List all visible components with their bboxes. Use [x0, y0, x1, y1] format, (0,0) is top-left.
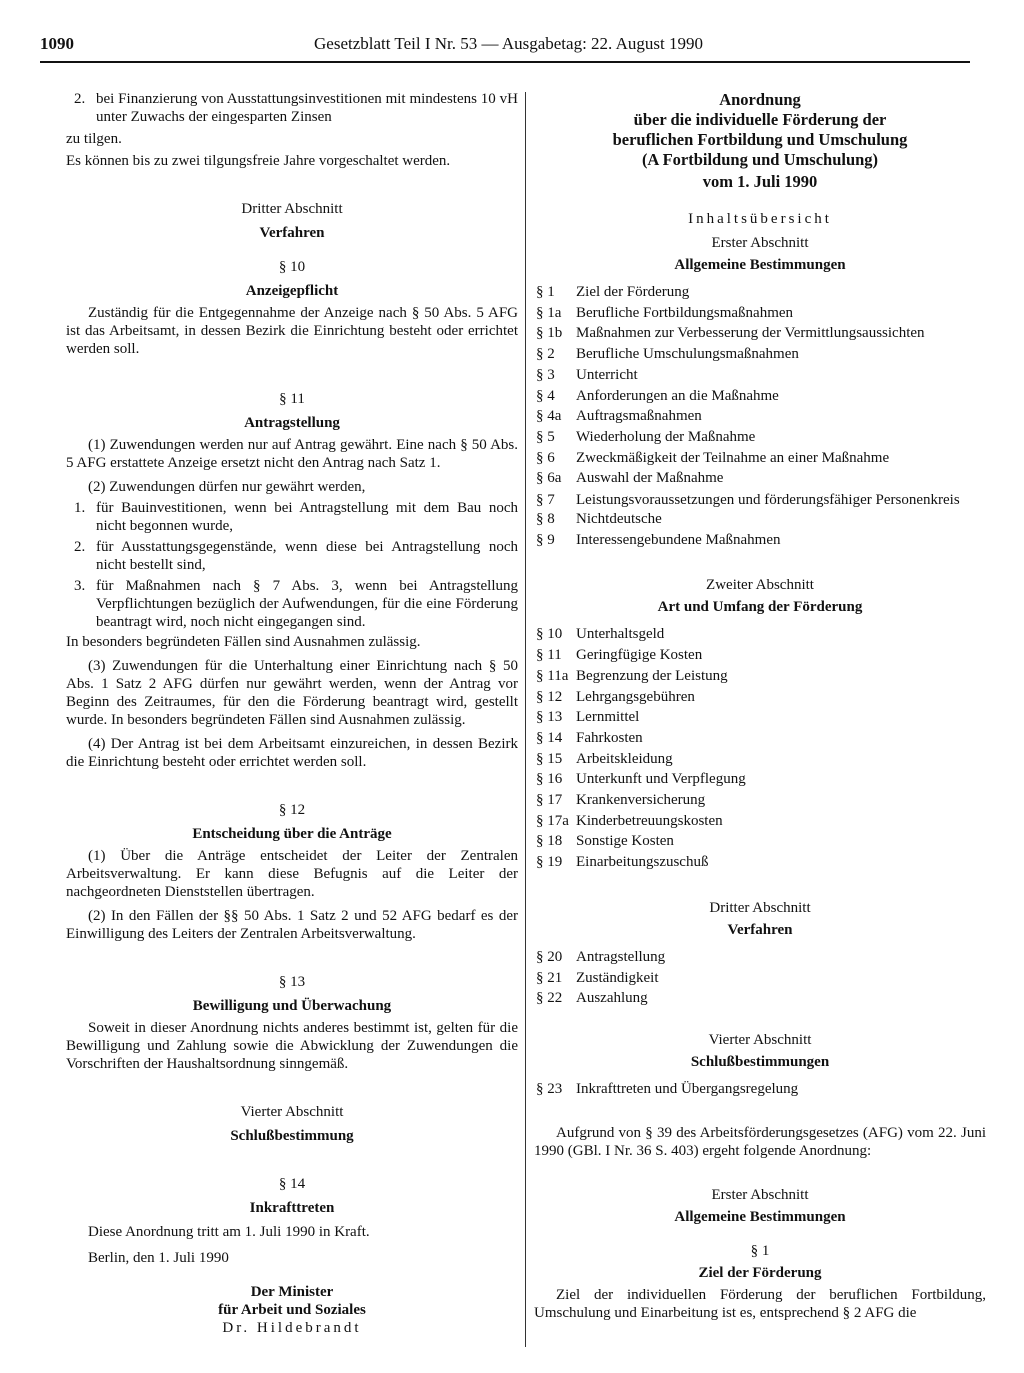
toc-row — [534, 645, 986, 666]
toc-sec: § 13 — [536, 709, 563, 726]
toc-row — [534, 790, 986, 811]
signer-title-1: Der Minister — [250, 1284, 334, 1300]
toc-sec2-label: Zweiter Abschnitt — [706, 577, 814, 594]
body-sec1-label: Erster Abschnitt — [711, 1186, 809, 1203]
toc-row — [534, 365, 986, 386]
p13-text: Soweit in dieser Anordnung nichts anderes bestimmt ist, gelten für die Bewilligung und Zahlung sowie die Abwicklung der Zuwendungen die Vorschriften der Haushaltsordnung sinngemäß. — [66, 1020, 518, 1072]
toc-sec: § 23 — [536, 1080, 563, 1097]
toc-sec: § 11a — [536, 667, 569, 684]
p13-number: § 13 — [278, 974, 306, 990]
right-column — [534, 90, 986, 1322]
toc-sec: § 17 — [536, 792, 563, 809]
toc-sec: § 15 — [536, 750, 563, 767]
p11-list-item — [66, 499, 518, 535]
place-date: Berlin, den 1. Juli 1990 — [88, 1250, 229, 1266]
toc-row — [534, 968, 986, 989]
p13-title: Bewilligung und Überwachung — [192, 998, 392, 1014]
body-sec1-title: Allgemeine Bestimmungen — [674, 1208, 846, 1225]
toc-row — [534, 323, 986, 344]
section3-label: Dritter Abschnitt — [241, 201, 343, 217]
signer-title-2: für Arbeit und Soziales — [218, 1302, 366, 1318]
toc-sec: § 2 — [536, 346, 555, 363]
toc-sec: § 18 — [536, 833, 563, 850]
toc-sec: § 22 — [536, 990, 563, 1007]
p11-abs4: (4) Der Antrag ist bei dem Arbeitsamt einzureichen, in dessen Bezirk die Einrichtung besteht oder errichtet werden soll. — [66, 736, 518, 770]
toc-title: Wiederholung der Maßnahme — [576, 428, 756, 445]
p11-abs2-intro: (2) Zuwendungen dürfen nur gewährt werden, — [88, 479, 366, 495]
toc-title: Einarbeitungszuschuß — [576, 854, 709, 871]
toc-sec: § 1 — [536, 284, 555, 300]
toc-sec: § 8 — [536, 511, 555, 528]
p11-list-item — [66, 538, 518, 574]
toc-sec: § 3 — [536, 366, 555, 383]
toc-sec: § 5 — [536, 428, 555, 445]
toc-row — [534, 468, 986, 489]
toc-sec: § 11 — [536, 647, 562, 664]
list-text: für Maßnahmen nach § 7 Abs. 3, wenn bei Antragstellung Verpflichtungen bezüglich der Aufwendungen, für die eine Förderung beantragt wird, noch nicht eingegangen sind. — [96, 578, 518, 630]
toc-title: Berufliche Fortbildungsmaßnahmen — [576, 304, 794, 321]
toc-title: Interessengebundene Maßnahmen — [576, 531, 781, 548]
section3-title: Verfahren — [259, 225, 325, 241]
p11-title: Antragstellung — [244, 415, 340, 431]
toc-title: Antragstellung — [576, 948, 666, 965]
p10-text: Zuständig für die Entgegennahme der Anzeige nach § 50 Abs. 5 AFG ist das Arbeitsamt, in dessen Bezirk die Einrichtung besteht oder errichtet werden soll. — [66, 305, 518, 357]
toc-sec: § 16 — [536, 771, 563, 788]
toc-row — [534, 749, 986, 770]
toc-title: Auszahlung — [576, 990, 648, 1007]
toc-title: Arbeitskleidung — [576, 750, 673, 767]
p1-number: § 1 — [750, 1242, 770, 1259]
section4-label: Vierter Abschnitt — [240, 1104, 344, 1120]
toc-row — [534, 303, 986, 324]
toc-title: Inkrafttreten und Übergangsregelung — [576, 1080, 799, 1097]
toc-title: Fahrkosten — [576, 729, 643, 746]
ordinance-title-2: über die individuelle Förderung der — [633, 110, 887, 129]
toc-title: Unterkunft und Verpflegung — [576, 771, 746, 788]
list-number: 3. — [74, 578, 86, 594]
intro-list-item — [66, 90, 518, 126]
toc-sec: § 9 — [536, 531, 555, 548]
toc-row — [534, 406, 986, 427]
toc-title: Anforderungen an die Maßnahme — [576, 387, 779, 404]
toc-title: Leistungsvoraussetzungen und förderungsfähiger Personenkreis — [576, 492, 960, 509]
list-text: für Ausstattungsgegenstände, wenn diese bei Antragstellung noch nicht bestellt sind, — [96, 539, 518, 573]
p12-number: § 12 — [278, 802, 306, 818]
toc-row — [534, 988, 986, 1009]
list-number: 1. — [74, 500, 86, 516]
toc-title: Berufliche Umschulungsmaßnahmen — [576, 346, 799, 363]
toc-row — [534, 811, 986, 832]
toc-row — [534, 947, 986, 968]
signer-name: Dr. Hildebrandt — [222, 1320, 362, 1336]
toc-sec: § 17a — [536, 812, 569, 829]
toc-row — [534, 687, 986, 708]
toc-sec2-title: Art und Umfang der Förderung — [657, 599, 863, 616]
toc-title: Geringfügige Kosten — [576, 647, 703, 664]
column-divider — [525, 92, 526, 1347]
toc-sec: § 21 — [536, 969, 563, 986]
p12-abs2: (2) In den Fällen der §§ 50 Abs. 1 Satz 2 und 52 AFG bedarf es der Einwilligung des Leiters der Zentralen Arbeitsverwaltung. — [66, 908, 518, 942]
ordinance-date: vom 1. Juli 1990 — [702, 172, 818, 191]
header-rule — [40, 61, 970, 63]
toc-sec: § 19 — [536, 854, 563, 871]
toc-row — [534, 448, 986, 469]
toc-title: Auftragsmaßnahmen — [576, 408, 702, 425]
intro-tilgungsfrei: Es können bis zu zwei tilgungsfreie Jahre vorgeschaltet werden. — [66, 153, 451, 169]
header-title: Gesetzblatt Teil I Nr. 53 — Ausgabetag: 22. August 1990 — [314, 34, 703, 53]
toc-title: Zuständigkeit — [576, 969, 659, 986]
toc-row — [534, 624, 986, 645]
toc-row — [534, 509, 986, 530]
toc-sec: § 7 — [536, 492, 555, 509]
toc-sec: § 20 — [536, 948, 563, 965]
p10-number: § 10 — [278, 259, 306, 275]
toc-sec3-label: Dritter Abschnitt — [709, 899, 811, 916]
toc-sec4-list — [534, 1079, 986, 1100]
toc-title: Ziel der Förderung — [576, 284, 690, 300]
toc-title: Sonstige Kosten — [576, 833, 674, 850]
intro-tilgen: zu tilgen. — [66, 131, 122, 147]
p10-title: Anzeigepflicht — [245, 283, 339, 299]
left-column — [66, 90, 518, 1337]
p11-number: § 11 — [279, 391, 305, 407]
list-text: bei Finanzierung von Ausstattungsinvestitionen mit mindestens 10 vH unter Zuwachs der eingesparten Zinsen — [96, 91, 518, 125]
toc-row — [534, 427, 986, 448]
p11-list-item — [66, 577, 518, 631]
list-number: 2. — [74, 91, 86, 107]
toc-title: Unterricht — [576, 366, 638, 383]
toc-sec: § 4a — [536, 408, 562, 425]
toc-sec4-label: Vierter Abschnitt — [708, 1031, 812, 1048]
section4-title: Schlußbestimmung — [230, 1128, 354, 1144]
list-text: für Bauinvestitionen, wenn bei Antragstellung mit dem Bau noch nicht begonnen wurde, — [96, 500, 518, 534]
toc-row — [534, 728, 986, 749]
toc-sec: § 6 — [536, 449, 555, 466]
toc-sec1-title: Allgemeine Bestimmungen — [674, 257, 846, 273]
toc-row — [534, 1079, 986, 1100]
list-number: 2. — [74, 539, 86, 555]
toc-sec: § 1b — [536, 325, 563, 342]
toc-title: Nichtdeutsche — [576, 511, 662, 528]
p14-number: § 14 — [278, 1176, 306, 1192]
page-header — [40, 34, 970, 60]
toc-title: Lehrgangsgebühren — [576, 688, 695, 705]
toc-sec3-list — [534, 947, 986, 1009]
toc-title: Zweckmäßigkeit der Teilnahme an einer Maßnahme — [576, 449, 890, 466]
p12-title: Entscheidung über die Anträge — [192, 826, 392, 842]
page-number: 1090 — [40, 34, 74, 53]
toc-title: Krankenversicherung — [576, 792, 706, 809]
toc-row — [534, 769, 986, 790]
toc-title: Lernmittel — [576, 709, 640, 726]
toc-title: Kinderbetreuungskosten — [576, 812, 723, 829]
toc-sec1-list — [534, 282, 986, 550]
toc-sec2-list — [534, 624, 986, 872]
p11-abs1: (1) Zuwendungen werden nur auf Antrag gewährt. Eine nach § 50 Abs. 5 AFG erstattete Anzeige ersetzt nicht den Antrag nach Satz 1. — [66, 437, 518, 471]
toc-title: Maßnahmen zur Verbesserung der Vermittlungsaussichten — [576, 325, 925, 342]
ordinance-title-3: beruflichen Fortbildung und Umschulung — [612, 130, 908, 149]
toc-sec: § 4 — [536, 387, 555, 404]
toc-sec: § 6a — [536, 470, 562, 487]
toc-row — [534, 530, 986, 551]
p14-title: Inkrafttreten — [249, 1200, 335, 1216]
toc-row — [534, 386, 986, 407]
toc-row — [534, 344, 986, 365]
p12-abs1: (1) Über die Anträge entscheidet der Leiter der Zentralen Arbeitsverwaltung. Er kann diese Befugnis auf die Leiter der nachgeordneten Dienststellen übertragen. — [66, 848, 518, 900]
p1-title: Ziel der Förderung — [698, 1264, 822, 1281]
toc-title: Auswahl der Maßnahme — [576, 470, 724, 487]
toc-sec: § 12 — [536, 688, 563, 705]
toc-sec4-title: Schlußbestimmungen — [690, 1053, 830, 1070]
ordinance-title-4: (A Fortbildung und Umschulung) — [641, 150, 879, 169]
toc-row — [534, 707, 986, 728]
toc-row — [534, 491, 986, 509]
p14-text: Diese Anordnung tritt am 1. Juli 1990 in Kraft. — [88, 1224, 370, 1240]
toc-row — [534, 666, 986, 687]
toc-sec3-title: Verfahren — [727, 921, 793, 938]
p11-abs3: (3) Zuwendungen für die Unterhaltung einer Einrichtung nach § 50 Abs. 1 Satz 2 AFG dürfen nur gewährt werden, wenn der Antrag vor Beginn des Zeitraumes, für den die Förderung beantragt wird, gestellt wurde. In besonders begründeten Fällen sind Ausnahmen zulässig. — [66, 658, 518, 728]
toc-label: Inhaltsübersicht — [688, 211, 832, 227]
toc-sec: § 1a — [536, 304, 562, 321]
toc-sec: § 10 — [536, 626, 563, 643]
ordinance-title-1: Anordnung — [719, 90, 801, 109]
toc-title: Begrenzung der Leistung — [576, 667, 728, 684]
toc-title: Unterhaltsgeld — [576, 626, 665, 643]
p1-text: Ziel der individuellen Förderung der beruflichen Fortbildung, Umschulung und Einarbeitung ist es, entsprechend § 2 AFG die — [534, 1286, 986, 1321]
toc-row — [534, 852, 986, 873]
toc-sec: § 14 — [536, 729, 563, 746]
toc-sec1-label: Erster Abschnitt — [711, 235, 809, 251]
toc-row — [534, 282, 986, 303]
preamble: Aufgrund von § 39 des Arbeitsförderungsgesetzes (AFG) vom 22. Juni 1990 (GBl. I Nr. 36 S. 403) ergeht folgende Anordnung: — [534, 1124, 986, 1159]
toc-row — [534, 831, 986, 852]
p11-abs2-tail: In besonders begründeten Fällen sind Ausnahmen zulässig. — [66, 634, 421, 650]
